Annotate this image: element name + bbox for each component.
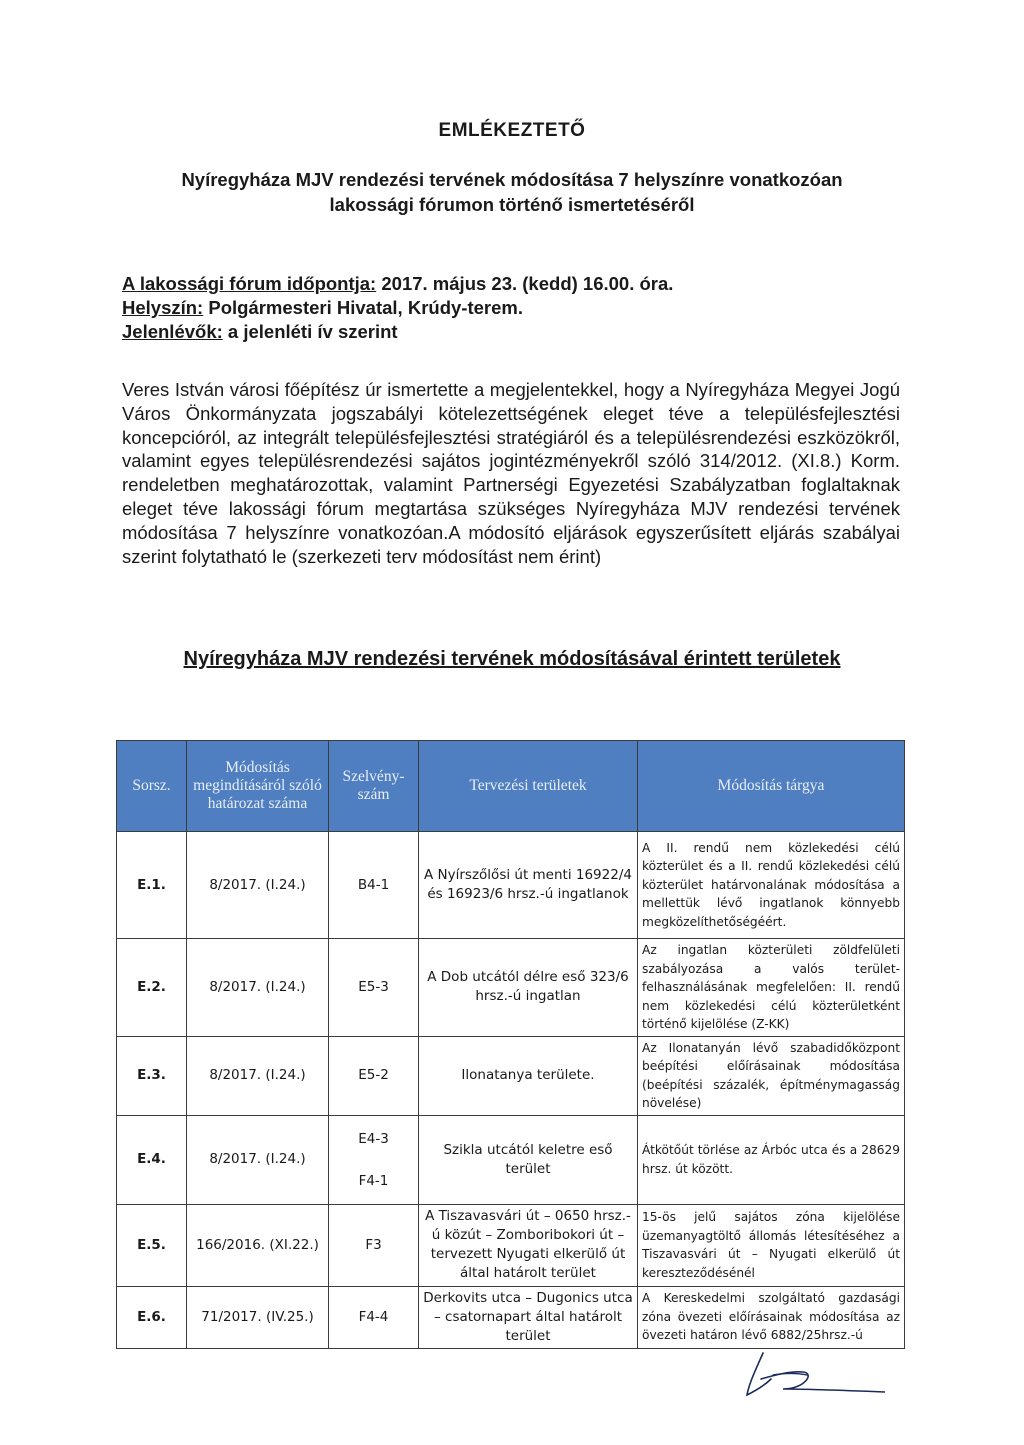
row-terulet: A Dob utcától délre eső 323/6 hrsz.-ú ingatlan — [419, 939, 638, 1037]
row-terulet: A Nyírszőlősi út menti 16922/4 és 16923/6 hrsz.-ú ingatlanok — [419, 832, 638, 939]
row-targy: 15-ös jelű sajátos zóna kijelölése üzemanyagtöltő állomás létesítéséhez a Tiszavasvári út – Nyugati elkerülő út kereszteződésénél — [638, 1204, 905, 1286]
meeting-meta — [122, 272, 673, 344]
attendees-value: a jelenléti ív szerint — [227, 321, 398, 342]
row-sorsz: E.1. — [117, 832, 187, 939]
table-header-row — [117, 741, 905, 832]
table-row — [117, 939, 905, 1037]
row-szelveny: F3 — [329, 1204, 419, 1286]
subtitle-line-1: Nyíregyháza MJV rendezési tervének módosítása 7 helyszínre vonatkozóan — [181, 169, 843, 190]
affected-areas-table — [116, 740, 905, 1349]
attendees-label: Jelenlévők: — [122, 321, 223, 342]
row-targy: A II. rendű nem közlekedési célú közterület és a II. rendű közlekedési célú közterület határvonalának módosítása a mellettük lévő ingatlanok könnyebb megközelíthetőségéért. — [638, 832, 905, 939]
row-hatarozat: 8/2017. (I.24.) — [187, 832, 329, 939]
row-targy: Átkötőút törlése az Árbóc utca és a 28629 hrsz. út között. — [638, 1115, 905, 1204]
table-row — [117, 1115, 905, 1204]
subtitle-line-2: lakossági fórumon történő ismertetéséről — [329, 194, 695, 215]
meeting-attendees — [122, 320, 673, 344]
header-terulet: Tervezési területek — [419, 741, 638, 832]
row-sorsz: E.3. — [117, 1036, 187, 1115]
table-row — [117, 1286, 905, 1348]
time-value: 2017. május 23. (kedd) 16.00. óra. — [381, 273, 674, 294]
row-hatarozat: 8/2017. (I.24.) — [187, 1115, 329, 1204]
row-szelveny: E5-3 — [329, 939, 419, 1037]
row-szelveny: E5-2 — [329, 1036, 419, 1115]
signature — [735, 1345, 885, 1405]
header-szelveny: Szelvény-szám — [329, 741, 419, 832]
doc-title: EMLÉKEZTETŐ — [438, 120, 586, 141]
section-title: Nyíregyháza MJV rendezési tervének módosításával érintett területek — [183, 648, 841, 670]
row-targy: A Kereskedelmi szolgáltató gazdasági zóna övezeti előírásainak módosítása az övezeti határon lévő 6882/25hrsz.-ú — [638, 1286, 905, 1348]
row-terulet: Szikla utcától keletre eső terület — [419, 1115, 638, 1204]
doc-subtitle — [150, 167, 874, 217]
header-targy: Módosítás tárgya — [638, 741, 905, 832]
row-hatarozat: 8/2017. (I.24.) — [187, 939, 329, 1037]
row-sorsz: E.5. — [117, 1204, 187, 1286]
row-szelveny: B4-1 — [329, 832, 419, 939]
time-label: A lakossági fórum időpontja: — [122, 273, 377, 294]
row-targy: Az Ilonatanyán lévő szabadidőközpont beépítési előírásainak módosítása (beépítési százalék, építménymagasság növelése) — [638, 1036, 905, 1115]
row-sorsz: E.6. — [117, 1286, 187, 1348]
header-sorsz: Sorsz. — [117, 741, 187, 832]
row-sorsz: E.2. — [117, 939, 187, 1037]
row-szelveny: F4-4 — [329, 1286, 419, 1348]
table-row — [117, 1204, 905, 1286]
row-terulet: A Tiszavasvári út – 0650 hrsz.-ú közút – Zomboribokori út – tervezett Nyugati elkerülő út által határolt terület — [419, 1204, 638, 1286]
row-sorsz: E.4. — [117, 1115, 187, 1204]
place-label: Helyszín: — [122, 297, 204, 318]
row-hatarozat: 71/2017. (IV.25.) — [187, 1286, 329, 1348]
row-hatarozat: 166/2016. (XI.22.) — [187, 1204, 329, 1286]
body-paragraph: Veres István városi főépítész úr ismertette a megjelentekkel, hogy a Nyíregyháza Megyei Jogú Város Önkormányzata jogszabályi kötelezettségének eleget téve a településfejlesztési koncepcióról, az integrált településfejlesztési stratégiáról és a településrendezési eszközökről, valamint egyes településrendezési sajátos jogintézményekről szóló 314/2012. (XI.8.) Korm. rendeletben meghatározottak, valamint Partnerségi Egyezetési Szabályzatban foglaltaknak eleget téve lakossági fórum megtartása szükséges Nyíregyháza MJV rendezési tervének módosítása 7 helyszínre vonatkozóan.A módosító eljárások egyszerűsített eljárás szabályai szerint folytatható le (szerkezeti terv módosítást nem érint) — [122, 379, 900, 567]
meeting-place — [122, 296, 673, 320]
row-szelveny: E4-3 F4-1 — [329, 1115, 419, 1204]
row-terulet: Derkovits utca – Dugonics utca – csatornapart által határolt terület — [419, 1286, 638, 1348]
header-hatarozat: Módosítás megindításáról szóló határozat száma — [187, 741, 329, 832]
row-targy: Az ingatlan közterületi zöldfelületi szabályozása a valós terület-felhasználásának megfelelően: II. rendű nem közlekedési célú közterületként történő kijelölése (Z-KK) — [638, 939, 905, 1037]
table-row — [117, 832, 905, 939]
table-row — [117, 1036, 905, 1115]
row-hatarozat: 8/2017. (I.24.) — [187, 1036, 329, 1115]
row-terulet: Ilonatanya területe. — [419, 1036, 638, 1115]
meeting-time — [122, 272, 673, 296]
place-value: Polgármesteri Hivatal, Krúdy-terem. — [208, 297, 523, 318]
